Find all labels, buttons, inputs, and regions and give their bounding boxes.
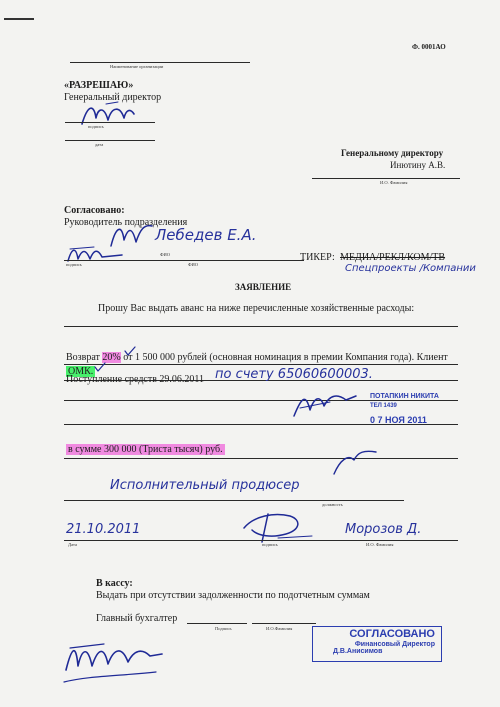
request-line (64, 326, 458, 327)
addressee-caption: И.О. Фамилия (380, 180, 408, 185)
executor-role-handwritten: Исполнительный продюсер (110, 478, 300, 493)
body-handwritten-account: по счету 65060600003. (215, 367, 373, 382)
agreed-sign-caption: подпись (66, 262, 82, 267)
executor-role-line (64, 500, 404, 501)
approval-stamp-role: Финансовый Директор (354, 641, 435, 648)
executor-fio-caption: И.О. Фамилия (366, 542, 394, 547)
agreed-fio-caption-1: ФИО (188, 262, 199, 267)
approval-stamp (312, 626, 442, 662)
executor-sign-caption: подпись (262, 542, 278, 547)
sum-text: в сумме 300 000 (Триста тысяч) руб. (68, 444, 223, 455)
accountant-signature (58, 636, 168, 686)
approval-stamp-title: СОГЛАСОВАНО (349, 628, 435, 640)
agreed-sign-line (64, 260, 304, 261)
check-mark-1 (124, 346, 136, 356)
agreed-fio-caption-2: ФИО (160, 252, 171, 257)
agreed-role: Руководитель подразделения (64, 217, 188, 228)
body-line1-rest: от 1 500 000 рублей (основная номинация в премии Компания года). Клиент (120, 352, 448, 363)
addressee-line (312, 178, 460, 179)
executor-name-handwritten: Морозов Д. (345, 522, 422, 537)
accountant-fio-line (252, 623, 316, 624)
approve-title: «РАЗРЕШАЮ» (64, 80, 134, 91)
agreed-handwritten-name: Лебедев Е.А. (155, 226, 257, 244)
cash-text: Выдать при отсутствии задолженности по подотчетным суммам (96, 590, 370, 601)
director-signature (78, 100, 138, 130)
executor-sign-line (64, 540, 458, 541)
executor-date-handwritten: 21.10.2011 (66, 522, 141, 537)
approval-stamp-name: Д.В.Анисимов (333, 648, 383, 655)
statement-title: ЗАЯВЛЕНИЕ (235, 282, 292, 292)
ticker-printed: МЕДИА/РЕКЛ/КОМ/ТВ (340, 252, 446, 263)
form-code: Ф. 0001АО (412, 43, 446, 51)
org-line (70, 62, 250, 63)
received-stamp-date: 0 7 НОЯ 2011 (370, 415, 427, 425)
body-rule-1 (64, 364, 458, 365)
body-line-3: Поступление средств 29.06.2011 (66, 374, 205, 385)
cash-title: В кассу: (96, 578, 133, 589)
executor-date-caption: Дата (68, 542, 77, 547)
approve-date-caption: дата (95, 142, 104, 147)
received-stamp-name: ПОТАПКИН НИКИТА (370, 393, 439, 400)
received-signature (290, 390, 360, 420)
executor-role-caption: должность (322, 502, 343, 507)
ticker-label: ТИКЕР: (300, 252, 335, 263)
ticker-handwritten: Спецпроекты /Компании (345, 263, 476, 274)
received-stamp (370, 393, 439, 425)
org-caption: Наименование организации (110, 64, 164, 69)
approve-role: Генеральный директор (64, 92, 162, 103)
check-mark-2 (94, 362, 106, 372)
accountant-fio-caption: И.О.Фамилия (266, 626, 293, 631)
accountant-sign-caption: Подпись (215, 626, 232, 631)
addressee-name: Инютину А.В. (390, 160, 446, 170)
sum-rule (64, 458, 458, 459)
sum-signature (330, 448, 380, 478)
body-client: ОМК. (68, 366, 94, 377)
request-text: Прошу Вас выдать аванс на ниже перечисленные хозяйственные расходы: (98, 303, 415, 314)
addressee-title: Генеральному директору (341, 148, 444, 158)
body-line1-percent: 20% (102, 352, 121, 363)
approve-sign-line (65, 122, 155, 123)
agreed-title: Согласовано: (64, 205, 125, 216)
corner-mark (4, 18, 34, 20)
approve-sign-caption: подпись (88, 124, 104, 129)
received-stamp-tel: ТЕЛ 1439 (370, 403, 397, 409)
accountant-label: Главный бухгалтер (96, 613, 178, 624)
body-line1-prefix: Возврат (66, 352, 100, 363)
accountant-sign-line (187, 623, 247, 624)
approve-date-line (65, 140, 155, 141)
